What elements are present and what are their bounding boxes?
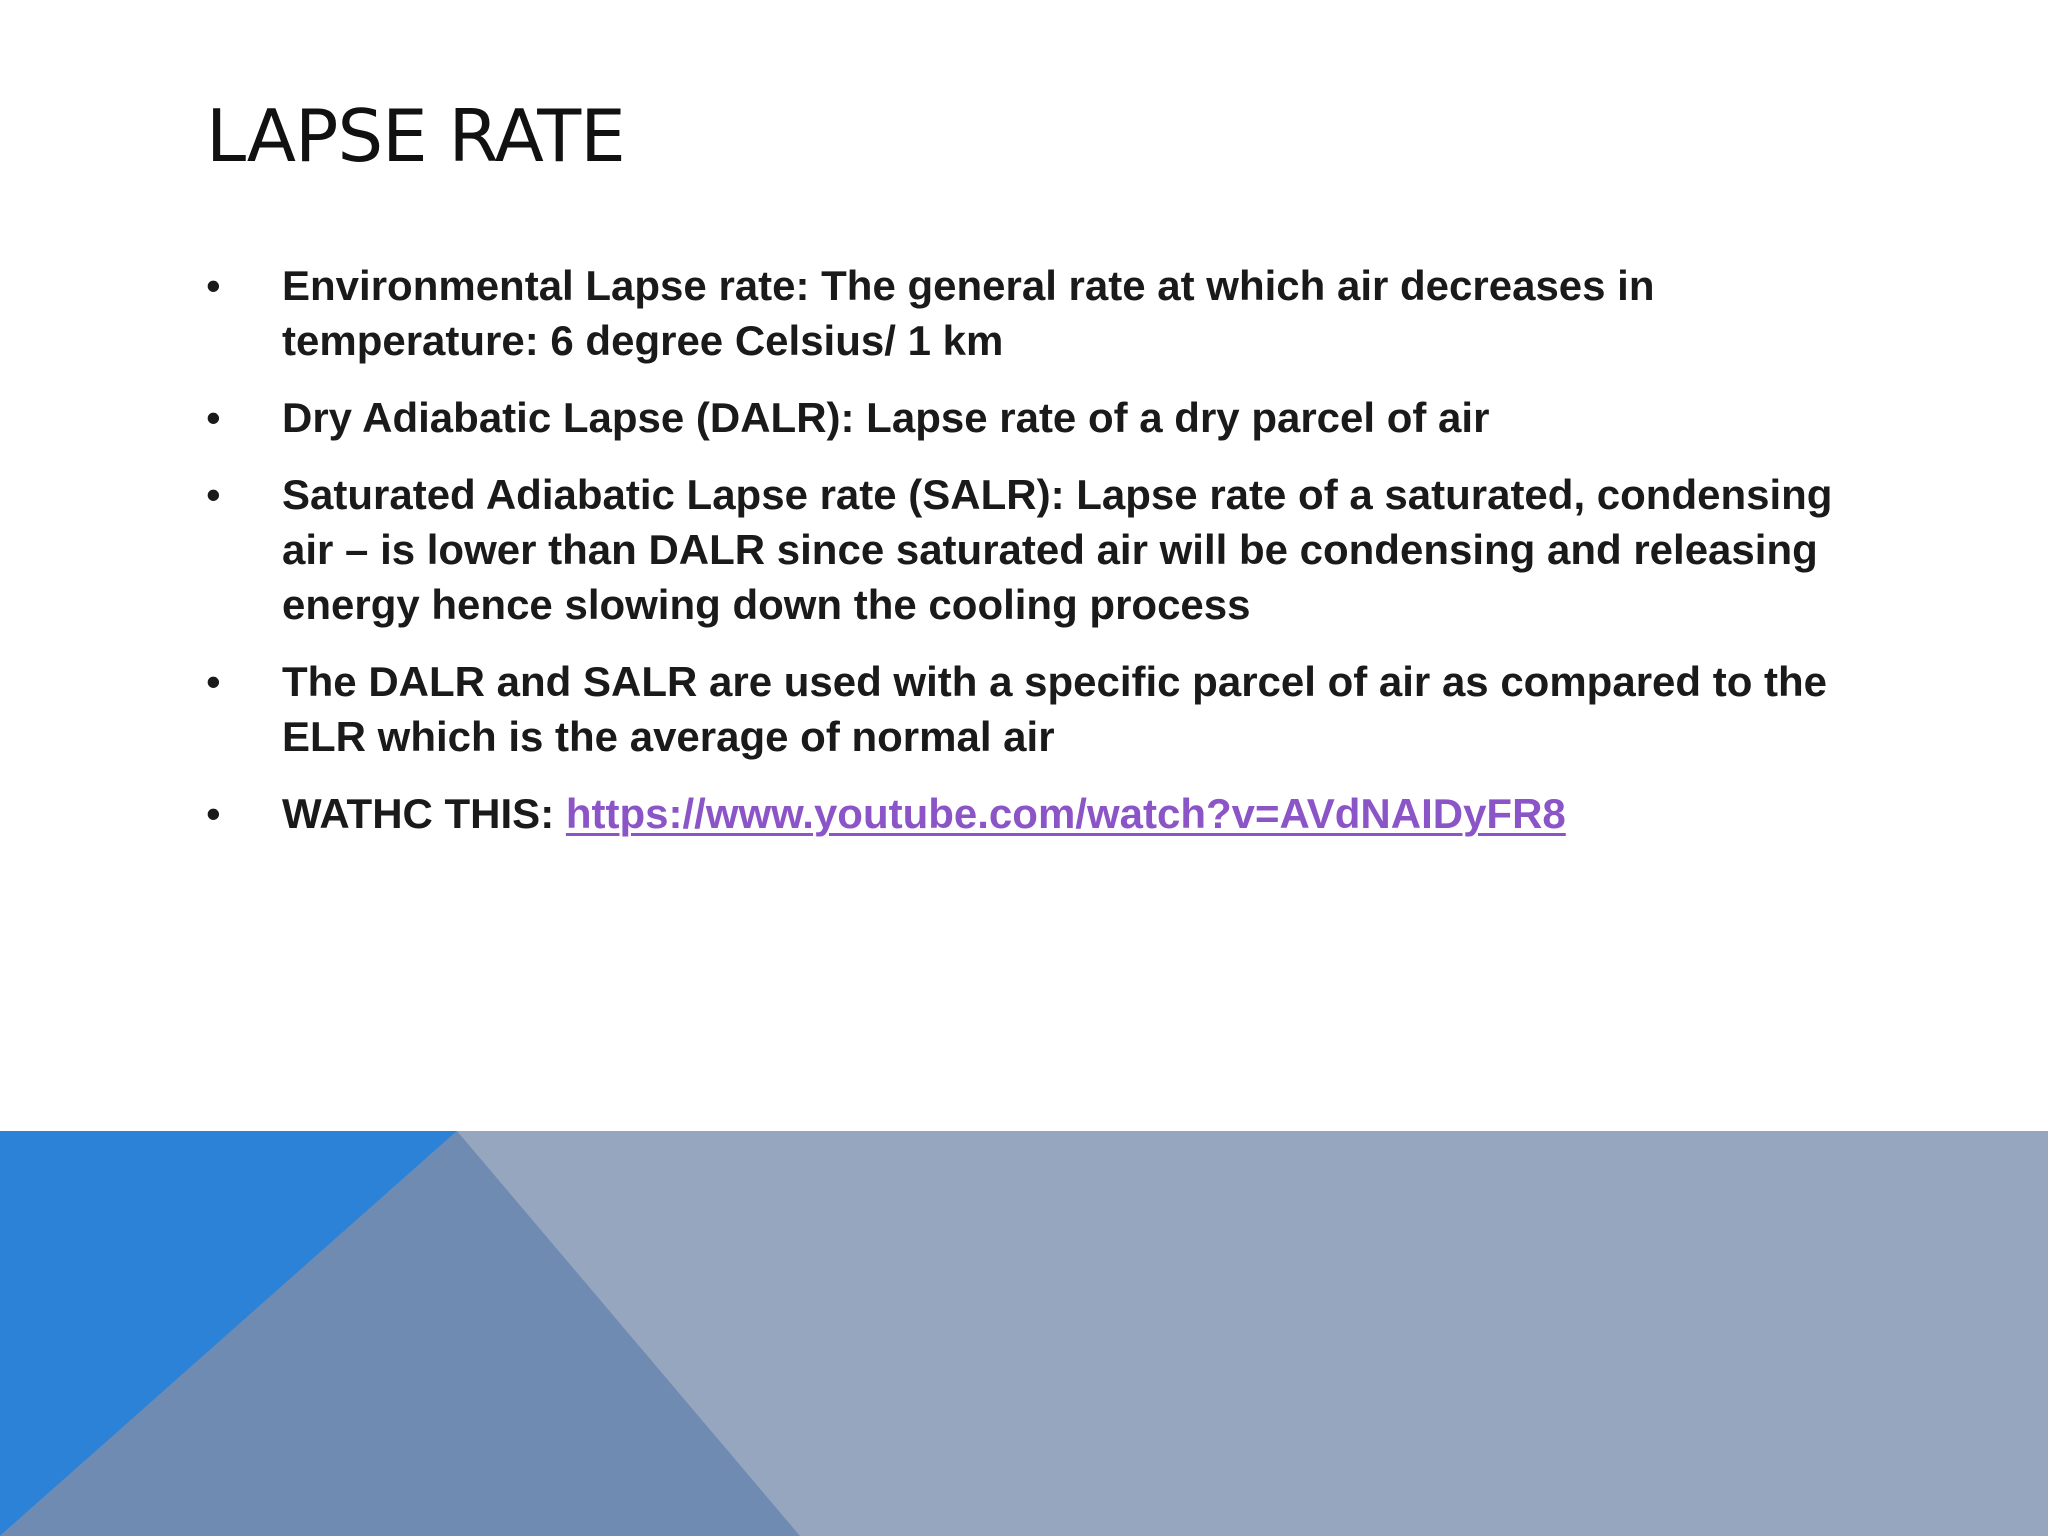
- bullet-item: [206, 654, 1846, 764]
- bullet-item: [206, 786, 1846, 841]
- bullet-prefix: WATHC THIS:: [282, 790, 566, 837]
- bullet-item: [206, 258, 1846, 368]
- bullet-text: The DALR and SALR are used with a specific parcel of air as compared to the ELR which is the average of normal air: [282, 658, 1828, 760]
- bullet-text: Saturated Adiabatic Lapse rate (SALR): Lapse rate of a saturated, condensing air – is lower than DALR since saturated air will be condensing and releasing energy hence slowing down the cooling process: [282, 471, 1833, 628]
- footer-decoration: [0, 1131, 2048, 1536]
- bullet-dot: •: [206, 658, 221, 705]
- youtube-link[interactable]: https://www.youtube.com/watch?v=AVdNAIDyFR8: [565, 790, 1566, 837]
- bullet-text: Environmental Lapse rate: The general rate at which air decreases in temperature: 6 degree Celsius/ 1 km: [282, 262, 1655, 364]
- bullet-dot: •: [206, 262, 221, 309]
- slide-title: LAPSE RATE: [206, 94, 625, 178]
- bullet-item: [206, 467, 1846, 632]
- bullet-dot: •: [206, 394, 221, 441]
- bullet-dot: •: [206, 471, 221, 518]
- bullet-item: [206, 390, 1846, 445]
- bullet-list: [206, 258, 1846, 863]
- bullet-dot: •: [206, 790, 221, 837]
- bullet-text: Dry Adiabatic Lapse (DALR): Lapse rate of a dry parcel of air: [282, 394, 1490, 441]
